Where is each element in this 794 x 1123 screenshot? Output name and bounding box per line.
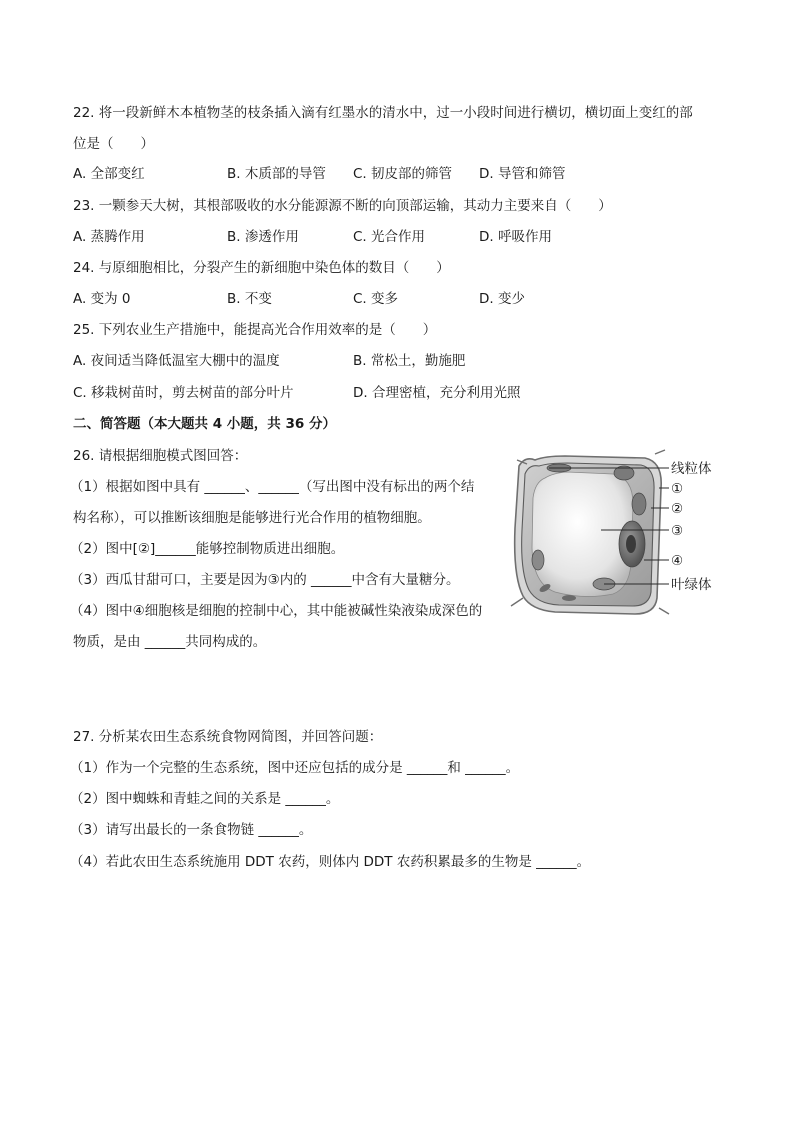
q23-stem: 23. 一颗参天大树，其根部吸收的水分能源源不断的向顶部运输，其动力主要来自（ ） <box>73 198 612 214</box>
q27-part3: （3）请写出最长的一条食物链 ______。 <box>70 822 313 838</box>
q25-option-d: D. 合理密植，充分利用光照 <box>353 385 521 401</box>
q27-part1: （1）作为一个完整的生态系统，图中还应包括的成分是 ______和 ______。 <box>70 760 520 776</box>
q24-option-b: B. 不变 <box>227 291 272 307</box>
section-heading-short-answer: 二、简答题（本大题共 4 小题，共 36 分） <box>73 416 336 432</box>
q22-option-c: C. 韧皮部的筛管 <box>353 166 453 182</box>
q22-option-a: A. 全部变红 <box>73 166 145 182</box>
q25-stem: 25. 下列农业生产措施中，能提高光合作用效率的是（ ） <box>73 322 437 338</box>
q25-option-c: C. 移栽树苗时，剪去树苗的部分叶片 <box>73 385 294 401</box>
label-structure-3: ③ <box>671 523 684 539</box>
label-structure-1: ① <box>671 481 684 497</box>
label-structure-2: ② <box>671 501 684 517</box>
q25-option-a: A. 夜间适当降低温室大棚中的温度 <box>73 353 280 369</box>
q22-option-d: D. 导管和筛管 <box>479 166 566 182</box>
q23-option-c: C. 光合作用 <box>353 229 426 245</box>
q27-part2: （2）图中蜘蛛和青蛙之间的关系是 ______。 <box>70 791 340 807</box>
nucleolus <box>626 535 636 553</box>
chloroplast-left-1 <box>532 550 544 570</box>
q26-part1-line2: 构名称），可以推断该细胞是能够进行光合作用的植物细胞。 <box>73 510 431 526</box>
q22-stem-line2: 位是（ ） <box>73 136 154 152</box>
chloroplast-right-1 <box>632 493 646 515</box>
q23-option-d: D. 呼吸作用 <box>479 229 552 245</box>
q24-stem: 24. 与原细胞相比，分裂产生的新细胞中染色体的数目（ ） <box>73 260 450 276</box>
q26-part1-line1: （1）根据如图中具有 ______、______（写出图中没有标出的两个结 <box>70 479 475 495</box>
q24-option-c: C. 变多 <box>353 291 399 307</box>
q26-part2: （2）图中[②]______能够控制物质进出细胞。 <box>70 541 345 557</box>
q24-option-d: D. 变少 <box>479 291 525 307</box>
label-mitochondria: 线粒体 <box>671 461 712 477</box>
q26-part4-line2: 物质，是由 ______共同构成的。 <box>73 634 267 650</box>
q22-option-b: B. 木质部的导管 <box>227 166 326 182</box>
q24-option-a: A. 变为 0 <box>73 291 131 307</box>
mitochondrion-bottom <box>562 595 576 601</box>
label-chloroplast: 叶绿体 <box>671 577 712 593</box>
q25-option-b: B. 常松土，勤施肥 <box>353 353 466 369</box>
q26-stem: 26. 请根据细胞模式图回答： <box>73 448 248 464</box>
q23-option-a: A. 蒸腾作用 <box>73 229 145 245</box>
q27-part4: （4）若此农田生态系统施用 DDT 农药，则体内 DDT 农药积累最多的生物是 ______。 <box>70 854 591 870</box>
q23-option-b: B. 渗透作用 <box>227 229 299 245</box>
vacuole <box>532 472 633 597</box>
q22-stem-line1: 22. 将一段新鲜木本植物茎的枝条插入滴有红墨水的清水中，过一小段时间进行横切，横切面上变红的部 <box>73 105 693 121</box>
q27-stem: 27. 分析某农田生态系统食物网简图，并回答问题： <box>73 729 383 745</box>
q26-part4-line1: （4）图中④细胞核是细胞的控制中心，其中能被碱性染液染成深色的 <box>70 603 483 619</box>
q26-part3: （3）西瓜甘甜可口，主要是因为③内的 ______中含有大量糖分。 <box>70 572 460 588</box>
label-structure-4: ④ <box>671 553 684 569</box>
